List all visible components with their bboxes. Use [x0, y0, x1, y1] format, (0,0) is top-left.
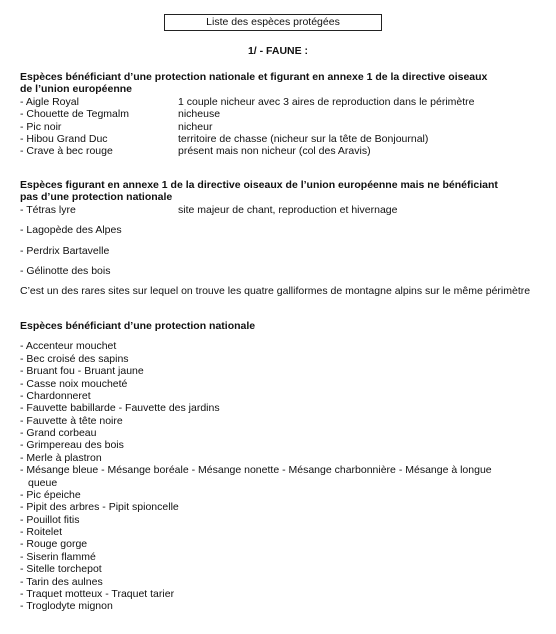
- section-heading: 1/ - FAUNE :: [247, 45, 309, 57]
- group1-heading-line2: de l’union européenne: [20, 83, 133, 96]
- list-item: - Bruant fou - Bruant jaune: [20, 365, 144, 378]
- list-item: - Pic épeiche: [20, 488, 81, 501]
- list-item: - Mésange bleue - Mésange boréale - Mésange nonette - Mésange charbonnière - Mésange à longue: [20, 464, 492, 477]
- species-row: [20, 133, 540, 145]
- list-item: - Troglodyte mignon: [20, 600, 113, 613]
- species-row: [20, 96, 540, 108]
- species-desc: [178, 224, 540, 236]
- list-item: - Pipit des arbres - Pipit spioncelle: [20, 501, 179, 514]
- group2-section: [20, 179, 540, 302]
- list-item: - Fauvette à tête noire: [20, 414, 123, 427]
- species-name: - Crave à bec rouge: [20, 145, 113, 158]
- species-name: - Perdrix Bartavelle: [20, 244, 110, 257]
- document-title: Liste des espèces protégées: [164, 14, 382, 31]
- list-item: - Grand corbeau: [20, 427, 97, 439]
- species-name: - Aigle Royal: [20, 95, 79, 108]
- species-desc: 1 couple nicheur avec 3 aires de reproduction dans le périmètre: [178, 95, 475, 108]
- group3-heading: Espèces bénéficiant d’une protection nationale: [20, 320, 256, 332]
- list-item: - Merle à plastron: [20, 451, 102, 464]
- species-desc: nicheuse: [178, 108, 221, 121]
- species-desc: présent mais non nicheur (col des Aravis): [178, 145, 371, 158]
- list-item: - Siserin flammé: [20, 550, 96, 563]
- list-item: - Fauvette babillarde - Fauvette des jardins: [20, 402, 220, 415]
- group1-section: [20, 71, 540, 158]
- list-item: - Roitelet: [20, 526, 63, 538]
- species-desc: site majeur de chant, reproduction et hivernage: [178, 203, 398, 216]
- species-row: [20, 121, 540, 133]
- species-name: - Pic noir: [20, 120, 62, 133]
- species-row: [20, 224, 540, 236]
- group2-heading-line1: Espèces figurant en annexe 1 de la directive oiseaux de l’union européenne mais ne bénéficiant: [20, 179, 498, 191]
- species-desc: nicheur: [178, 120, 213, 133]
- list-item: - Tarin des aulnes: [20, 575, 103, 588]
- species-row: [20, 245, 540, 257]
- species-name: - Tétras lyre: [20, 203, 76, 216]
- species-list: [20, 340, 540, 612]
- list-item: - Pouillot fitis: [20, 513, 80, 526]
- list-item: - Grimpereau des bois: [20, 439, 124, 452]
- list-item: - Bec croisé des sapins: [20, 352, 129, 365]
- species-name: - Chouette de Tegmalm: [20, 108, 129, 121]
- list-item: - Traquet motteux - Traquet tarier: [20, 587, 175, 600]
- species-desc: [178, 245, 540, 257]
- species-row: [20, 265, 540, 277]
- galliformes-note: C’est un des rares sites sur lequel on trouve les quatre galliformes de montagne alpins sur le même périmètre: [20, 285, 531, 298]
- species-desc: [178, 265, 540, 277]
- list-item: - Casse noix moucheté: [20, 377, 128, 390]
- list-item: - Sitelle torchepot: [20, 563, 102, 576]
- group1-heading-line1: Espèces bénéficiant d’une protection nationale et figurant en annexe 1 de la directive oiseaux: [20, 71, 488, 83]
- list-item: - Rouge gorge: [20, 538, 88, 551]
- species-row: [20, 108, 540, 120]
- species-name: - Hibou Grand Duc: [20, 132, 108, 145]
- species-row: [20, 204, 540, 216]
- group3-section: [20, 320, 540, 613]
- species-row: [20, 145, 540, 157]
- species-desc: territoire de chasse (nicheur sur la tête de Bonjournal): [178, 132, 429, 145]
- list-item: - Accenteur mouchet: [20, 340, 117, 353]
- list-item-continuation: queue: [28, 476, 58, 489]
- species-name: - Lagopède des Alpes: [20, 224, 122, 237]
- group2-heading-line2: pas d’une protection nationale: [20, 191, 173, 204]
- species-name: - Gélinotte des bois: [20, 264, 111, 277]
- list-item: - Chardonneret: [20, 389, 91, 402]
